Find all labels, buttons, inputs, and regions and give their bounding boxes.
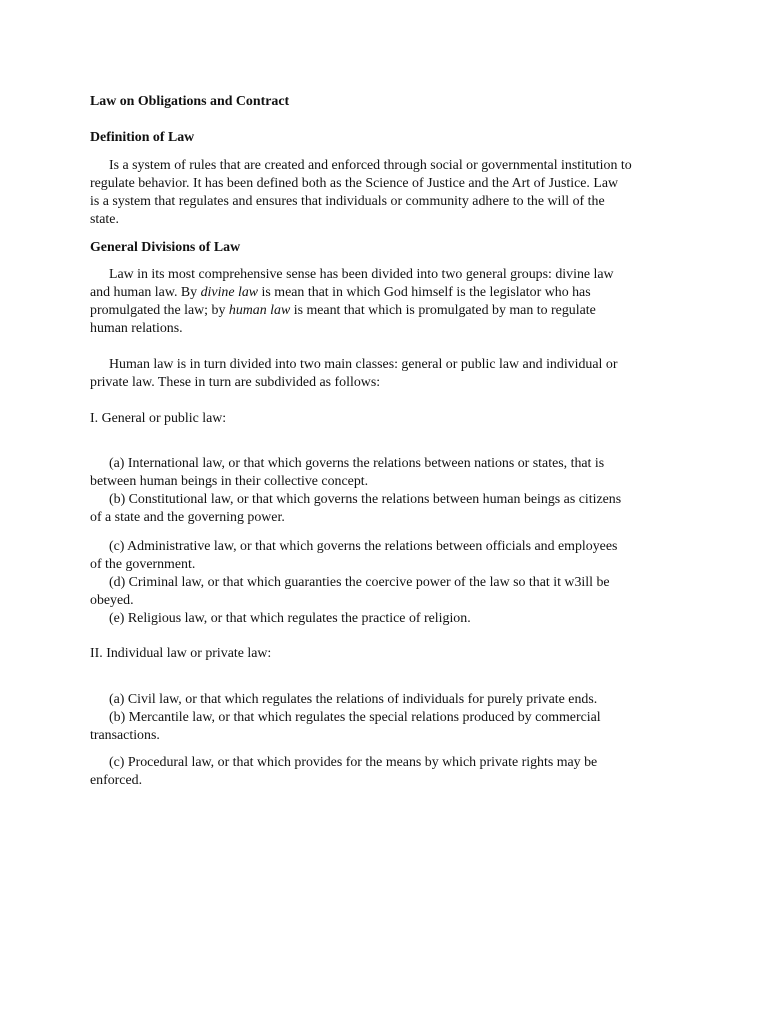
divine-law-emphasis: divine law	[200, 285, 259, 300]
text-line: and human law. By divine law is mean that in which God himself is the legislator who has	[90, 285, 591, 300]
list-item-continuation: of a state and the governing power.	[90, 510, 285, 525]
list-item: (c) Procedural law, or that which provides for the means by which private rights may be	[109, 755, 598, 770]
list-item-continuation: obeyed.	[90, 593, 134, 608]
list-item-continuation: of the government.	[90, 557, 196, 572]
divisions-heading: General Divisions of Law	[90, 240, 241, 255]
private-law-list-continued	[90, 754, 680, 790]
human-law-emphasis: human law	[228, 303, 291, 318]
list-item: (c) Administrative law, or that which governs the relations between officials and employees	[109, 539, 618, 554]
list-item-continuation: between human beings in their collective concept.	[90, 474, 369, 489]
text-line: Human law is in turn divided into two main classes: general or public law and individual or	[109, 357, 618, 372]
text-line: Is a system of rules that are created and enforced through social or governmental institution to	[109, 158, 632, 173]
list-item: (a) International law, or that which governs the relations between nations or states, that is	[109, 456, 605, 471]
list-item: (b) Mercantile law, or that which regulates the special relations produced by commercial	[109, 710, 601, 725]
list-item-continuation: enforced.	[90, 773, 143, 788]
text-line: state.	[90, 212, 119, 227]
list-item: (a) Civil law, or that which regulates the relations of individuals for purely private ends.	[109, 692, 598, 707]
list-item: (e) Religious law, or that which regulates the practice of religion.	[109, 611, 471, 626]
text-line: Law in its most comprehensive sense has been divided into two general groups: divine law	[109, 267, 614, 282]
private-law-list	[90, 691, 680, 745]
divisions-paragraph-1	[90, 266, 680, 338]
definition-paragraph	[90, 157, 680, 229]
list-item-continuation: transactions.	[90, 728, 160, 743]
text-line: private law. These in turn are subdivided as follows:	[90, 375, 381, 390]
private-law-heading: II. Individual law or private law:	[90, 646, 272, 661]
text-line: is a system that regulates and ensures that individuals or community adhere to the will of the	[90, 194, 605, 209]
public-law-list	[90, 455, 680, 527]
text-line: human relations.	[90, 321, 183, 336]
divisions-paragraph-2	[90, 356, 680, 392]
text-line: promulgated the law; by human law is meant that which is promulgated by man to regulate	[90, 303, 596, 318]
list-item: (d) Criminal law, or that which guaranties the coercive power of the law so that it w3ill be	[109, 575, 610, 590]
text-line: regulate behavior. It has been defined both as the Science of Justice and the Art of Justice. Law	[90, 176, 619, 191]
document-title: Law on Obligations and Contract	[90, 94, 290, 109]
public-law-list-continued	[90, 538, 680, 628]
list-item: (b) Constitutional law, or that which governs the relations between human beings as citizens	[109, 492, 622, 507]
definition-heading: Definition of Law	[90, 130, 195, 145]
public-law-heading: I. General or public law:	[90, 411, 227, 426]
